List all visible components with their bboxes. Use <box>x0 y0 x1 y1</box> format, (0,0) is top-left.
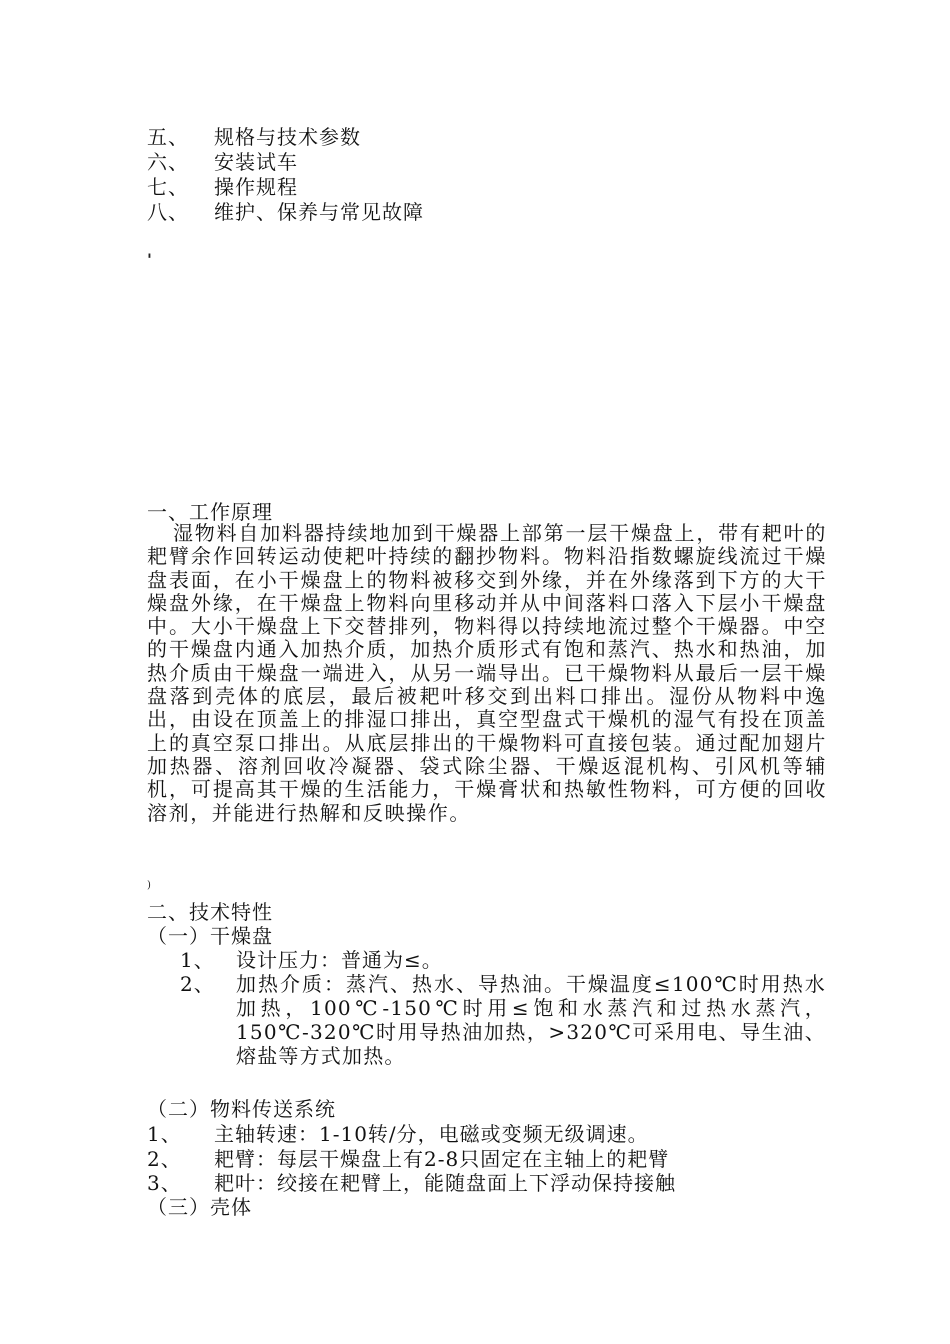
toc-text: 维护、保养与常见故障 <box>214 200 424 224</box>
toc-number: 六、 <box>147 150 189 174</box>
section-body: 湿物料自加料器持续地加到干燥器上部第一层干燥盘上，带有耙叶的耙臂余作回转运动使耙叶持续的翻抄物料。物料沿指数螺旋线流过干燥盘表面，在小干燥盘上的物料被移交到外缘，并在外缘落到下方的大干燥盘外缘，在干燥盘上物料向里移动并从中间落料口落入下层小干燥盘中。大小干燥盘上下交替排列，物料得以持续地流过整个干燥器。中空的干燥盘内通入加热介质，加热介质形式有饱和蒸汽、热水和热油，加热介质由干燥盘一端进入，从另一端导出。已干燥物料从最后一层干燥盘落到壳体的底层，最后被耙叶移交到出料口排出。湿份从物料中逸出，由设在顶盖上的排湿口排出，真空型盘式干燥机的湿气有投在顶盖上的真空泵口排出。从底层排出的干燥物料可直接包装。通过配加翅片加热器、溶剂回收冷凝器、袋式除尘器、干燥返混机构、引风机等辅机，可提高其干燥的生活能力，干燥膏状和热敏性物料，可方便的回收溶剂，并能进行热解和反映操作。 <box>147 521 827 825</box>
list-text: 主轴转速：1-10转/分，电磁或变频无级调速。 <box>214 1122 649 1146</box>
list-number: 1、 <box>147 1122 182 1146</box>
list-text: 耙臂：每层干燥盘上有2-8只固定在主轴上的耙臂 <box>214 1147 670 1171</box>
list-number: 1、 <box>180 948 215 972</box>
toc-text: 操作规程 <box>214 175 298 199</box>
stray-mark: ) <box>147 880 151 891</box>
stray-mark: ' <box>147 250 152 269</box>
section-heading: 一、工作原理 <box>147 500 273 524</box>
list-text: 耙叶：绞接在耙臂上，能随盘面上下浮动保持接触 <box>214 1171 676 1195</box>
list-text: 加热介质：蒸汽、热水、导热油。干燥温度≤100℃时用热水加热，100℃-150℃时用≤饱和水蒸汽和过热水蒸汽，150℃-320℃时用导热油加热，>320℃可采用电、导生油、熔盐等方式加热。 <box>236 972 826 1068</box>
list-text: 设计压力：普通为≤。 <box>236 948 443 972</box>
subsection-heading: （二）物料传送系统 <box>147 1097 336 1121</box>
list-number: 2、 <box>147 1147 182 1171</box>
list-number: 3、 <box>147 1171 182 1195</box>
toc-number: 七、 <box>147 175 189 199</box>
section-heading: 二、技术特性 <box>147 900 273 924</box>
toc-text: 规格与技术参数 <box>214 125 361 149</box>
subsection-heading: （三）壳体 <box>147 1195 252 1219</box>
toc-number: 五、 <box>147 125 189 149</box>
toc-text: 安装试车 <box>214 150 298 174</box>
toc-number: 八、 <box>147 200 189 224</box>
list-number: 2、 <box>180 972 215 996</box>
subsection-heading: （一）干燥盘 <box>147 924 273 948</box>
